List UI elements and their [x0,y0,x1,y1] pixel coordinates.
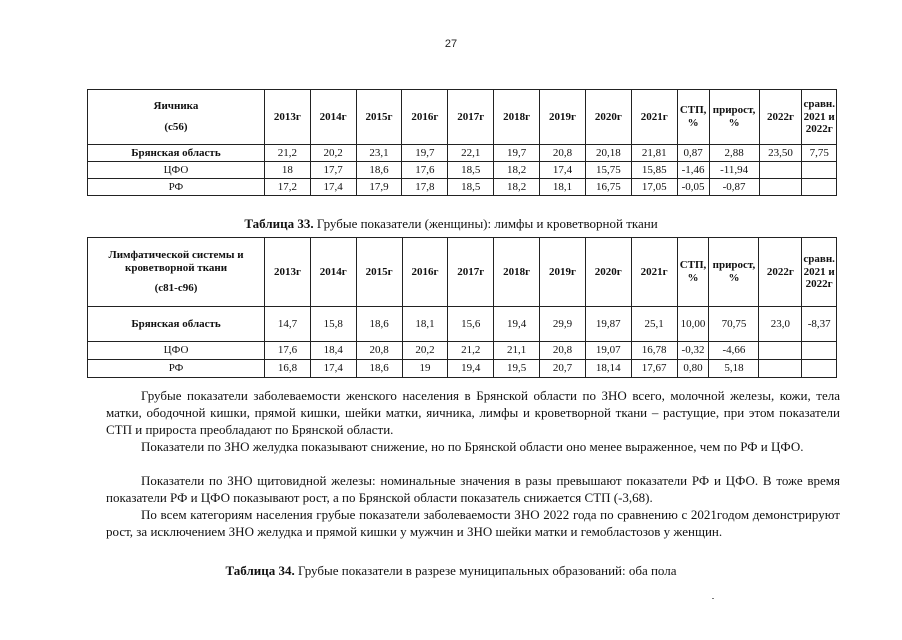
table-cell: 0,87 [677,145,709,162]
table-cell: 15,85 [631,162,677,179]
table-cell: -0,05 [677,179,709,196]
table-cell: 23,0 [759,307,802,342]
col-header: 2016г [402,90,448,145]
table-cell: 22,1 [448,145,494,162]
table-cell [759,179,802,196]
table-cell: 15,8 [310,307,356,342]
col-header: 2017г [448,238,494,307]
row-label: Брянская область [88,145,265,162]
table-cell: 18,4 [310,342,356,360]
table-cell: 5,18 [709,360,759,378]
table-row [88,162,837,179]
col-header: прирост, % [709,90,759,145]
col-header: 2021г [631,238,677,307]
table-row [88,360,837,378]
table-cell: 20,8 [540,342,586,360]
table-cell: 14,7 [265,307,311,342]
table-cell: 19,07 [585,342,631,360]
table-cell [802,162,837,179]
table-cell: 19,7 [402,145,448,162]
col-header: сравн. 2021 и 2022г [802,90,837,145]
table-cell [759,360,802,378]
table-cell: 18,1 [540,179,586,196]
table-cell: 21,1 [494,342,540,360]
paragraph: Грубые показатели заболеваемости женского населения в Брянской области по ЗНО всего, молочной железы, кожи, тела матки, ободочной кишки, прямой кишки, шейки матки, яичника, лимфы и кроветворной ткани – растущие, при этом показатели СТП и прироста преобладают по Брянской области. [106,388,840,437]
table-corner-name: Лимфатической системы и кроветворной ткани [108,249,244,274]
table-ovary [87,89,837,196]
col-header: СТП, % [677,238,709,307]
col-header: 2014г [310,238,356,307]
table-cell: -4,66 [709,342,759,360]
table-cell: 18,14 [585,360,631,378]
table-cell [759,162,802,179]
table-cell: 17,9 [356,179,402,196]
table-cell: 18,6 [356,307,402,342]
table-cell: 20,2 [310,145,356,162]
table-cell: 19 [402,360,448,378]
col-header: СТП, % [677,90,709,145]
table-cell: 18,6 [356,360,402,378]
table-cell [802,342,837,360]
table-cell: 20,2 [402,342,448,360]
col-header: 2013г [265,238,311,307]
table-cell: 18 [264,162,310,179]
table-cell: -0,32 [677,342,709,360]
table-cell: 20,18 [585,145,631,162]
scan-speck [712,598,714,599]
table-cell: 7,75 [802,145,837,162]
table-row [88,145,837,162]
table-cell: 19,4 [448,360,494,378]
table-cell [759,342,802,360]
table-cell: 18,5 [448,162,494,179]
row-label: РФ [88,360,265,378]
col-header: 2019г [540,238,586,307]
row-label: РФ [88,179,265,196]
table-cell: 17,6 [402,162,448,179]
table-cell: 16,78 [631,342,677,360]
table-cell: 16,8 [265,360,311,378]
table-cell: 18,1 [402,307,448,342]
page-number: 27 [444,38,458,50]
table-cell: 17,8 [402,179,448,196]
table-corner-cell [88,90,265,145]
col-header: 2018г [494,90,540,145]
col-header: 2014г [310,90,356,145]
table-cell: 17,7 [310,162,356,179]
caption-text: Грубые показатели в разрезе муниципальных образований: оба пола [294,563,677,578]
table-cell: 17,4 [310,360,356,378]
table-cell [802,179,837,196]
table-cell: 29,9 [540,307,586,342]
row-label: ЦФО [88,162,265,179]
table-cell: 21,2 [264,145,310,162]
paragraph: Показатели по ЗНО щитовидной железы: номинальные значения в разы превышают показатели РФ и ЦФО. В тоже время показатели РФ и ЦФО показывают рост, а по Брянской области показатель снижается СТП (-3,68). [106,473,840,505]
paragraph: Показатели по ЗНО желудка показывают снижение, но по Брянской области оно менее выраженное, чем по РФ и ЦФО. [141,439,804,454]
table-cell: 18,6 [356,162,402,179]
col-header: 2013г [264,90,310,145]
table-cell: -0,87 [709,179,759,196]
caption-label: Таблица 33. [244,216,314,231]
table-cell: 19,5 [494,360,540,378]
table-row [88,307,837,342]
table-cell: 18,2 [494,179,540,196]
col-header: 2020г [585,238,631,307]
table-cell: 17,4 [540,162,586,179]
col-header: 2019г [540,90,586,145]
table-cell: 23,50 [759,145,802,162]
table-corner-code: (с56) [164,121,188,133]
table-cell: 2,88 [709,145,759,162]
table-cell: 19,87 [585,307,631,342]
table-header-row [88,90,837,145]
col-header: 2017г [448,90,494,145]
caption-label: Таблица 34. [225,563,295,578]
table-corner-code: (с81-с96) [154,282,198,295]
col-header: 2022г [759,238,802,307]
table-cell: 19,7 [494,145,540,162]
col-header: 2015г [356,90,402,145]
table-corner-name: Яичника [153,100,199,113]
table-row [88,179,837,196]
row-label: ЦФО [88,342,265,360]
table-cell: -8,37 [802,307,837,342]
table-cell: 20,8 [356,342,402,360]
table-cell: 17,05 [631,179,677,196]
table-caption-33 [0,216,902,232]
col-header: 2022г [759,90,802,145]
table-corner-cell [88,238,265,307]
col-header: 2020г [585,90,631,145]
table-cell: -1,46 [677,162,709,179]
col-header: 2015г [356,238,402,307]
paragraph: По всем категориям населения грубые показатели заболеваемости ЗНО 2022 года по сравнению с 2021годом демонстрируют рост, за исключением ЗНО желудка и прямой кишки у мужчин и ЗНО шейки матки и гемобластозов у женщин. [106,507,840,539]
table-row [88,342,837,360]
table-cell: 20,8 [540,145,586,162]
table-cell: 23,1 [356,145,402,162]
col-header: прирост, % [709,238,759,307]
col-header: сравн. 2021 и 2022г [802,238,837,307]
table-cell: 21,2 [448,342,494,360]
table-cell: 19,4 [494,307,540,342]
row-label: Брянская область [88,307,265,342]
table-cell: 15,6 [448,307,494,342]
table-cell: 18,5 [448,179,494,196]
col-header: 2018г [494,238,540,307]
table-cell: 17,6 [265,342,311,360]
table-cell: 18,2 [494,162,540,179]
table-cell: -11,94 [709,162,759,179]
col-header: 2016г [402,238,448,307]
table-cell: 25,1 [631,307,677,342]
table-cell: 70,75 [709,307,759,342]
table-cell: 21,81 [631,145,677,162]
table-header-row [88,238,837,307]
table-lymph [87,237,837,378]
table-cell: 20,7 [540,360,586,378]
table-cell: 15,75 [585,162,631,179]
table-caption-34 [0,563,902,579]
col-header: 2021г [631,90,677,145]
table-cell [802,360,837,378]
table-cell: 0,80 [677,360,709,378]
table-cell: 17,67 [631,360,677,378]
caption-text: Грубые показатели (женщины): лимфы и кроветворной ткани [313,216,658,231]
table-cell: 17,2 [264,179,310,196]
table-cell: 16,75 [585,179,631,196]
table-cell: 17,4 [310,179,356,196]
table-cell: 10,00 [677,307,709,342]
